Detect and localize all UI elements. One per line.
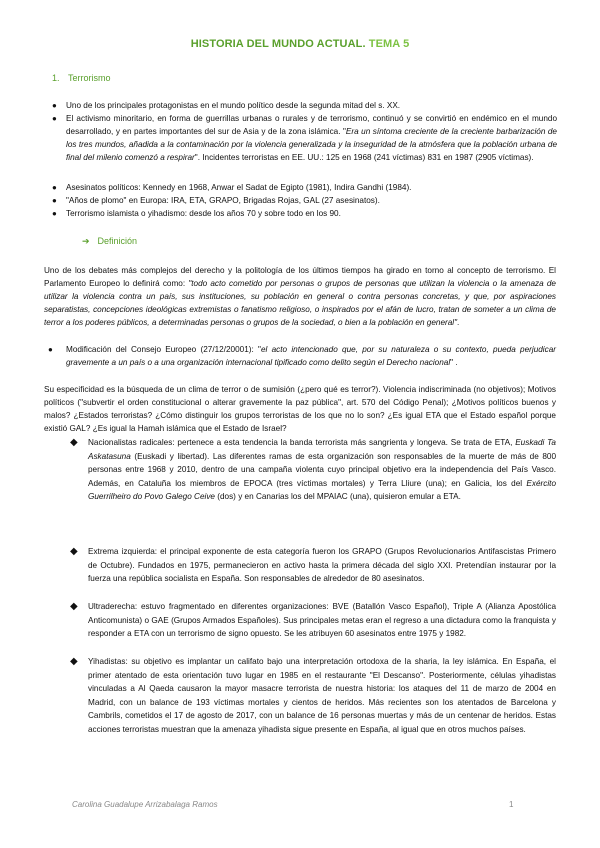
diamond-bullet-icon: ◆ xyxy=(70,601,78,612)
diamond-bullet-icon: ◆ xyxy=(70,546,78,557)
specificity-paragraph: Su especificidad es la búsqueda de un clima de terror o de sumisión (¿pero qué es terror?). Violencia indiscriminada (no objetivos); Motivos políticos ("subvertir el orden constitucional o alterar gravemente la paz pública", art. 570 del Código Penal); ¿Motivos políticos buenos y malos? ¿Estados terroristas? ¿Cómo distinguir los grupos terroristas de los que no lo son? ¿Es igual ETA que el Estado español porque existió GAL? ¿Es igual la Hamah islámica que el Estado de Israel? xyxy=(44,385,556,433)
bullet-text: El activismo minoritario, en forma de guerrillas urbanas o rurales y de terrorismo, continuó y se convirtió en endémico en el mundo desarrollado, y en partes importantes del sur de Asia y de la zona islámica. "Era un síntoma creciente de la creciente barbarización de los tres mundos, añadida a la contaminación por la violencia generalizada y la inseguridad de la atmósfera que la población urbana de final del milenio comenzó a respirar". Incidentes terroristas en EE. UU.: 125 en 1968 (241 víctimas) 831 en 1987 (2905 víctimas). xyxy=(66,114,557,162)
bullet-item xyxy=(52,112,557,164)
group-item xyxy=(70,436,556,504)
section-title: Terrorismo xyxy=(68,73,111,83)
section-heading-terrorismo xyxy=(52,73,111,83)
group-text: Extrema izquierda: el principal exponente de esta categoría fueron los GRAPO (Grupos Revolucionarios Antifascistas Primero de Octubre). Fundados en 1975, permanecieron en activo hasta la primera década del siglo XXI. Pretendían instaurar por la fuerza una república socialista en España. Son responsables de alrededor de 80 asesinatos. xyxy=(88,547,556,584)
bullet-item xyxy=(52,99,557,112)
group-text: Yihadistas: su objetivo es implantar un califato bajo una interpretación ortodoxa de la sharia, la ley islámica. En España, el primer atentado de esta orientación tuvo lugar en 1985 en el restaurante "El Descanso". Posteriormente, células yihadistas vinculadas a Al Qaeda causaron la mayor masacre terrorista de nuestra historia: los ataques del 11 de marzo de 2004 en Madrid, con un balance de 193 víctimas mortales y cientos de heridos. Más recientes son los atentados de Barcelona y Cambrils, cometidos el 17 de agosto de 2017, con un balance de 16 personas muertas y más de un centenar de heridos. Estas acciones terroristas muestran que la amenaza yihadista sigue presente en España, al igual que en otros muchos países. xyxy=(88,657,556,734)
definition-paragraph: Uno de los debates más complejos del derecho y la politología de los últimos tiempos ha girado en torno al concepto de terrorismo. El Parlamento Europeo lo definirá como: "todo acto cometido por personas o grupos de personas que utilizan la violencia o la amenaza de utilizar la violencia contra un país, sus instituciones, su población en general o contra personas concretas, y que, por aspiraciones separatistas, concepciones ideológicas extremistas o fanatismo religioso, o inspirados por el afán de lucro, tratan de someter a un clima de terror a los poderes públicos, a determinadas personas o grupos de la sociedad, o bien a la población en general". xyxy=(44,266,556,327)
group-item xyxy=(70,545,556,586)
page-title xyxy=(0,38,600,50)
bullet-dot-icon: ● xyxy=(52,183,57,192)
arrow-right-icon: ➔ xyxy=(82,236,90,246)
group-item xyxy=(70,655,556,737)
bullet-item xyxy=(44,343,556,369)
diamond-bullet-icon: ◆ xyxy=(70,656,78,667)
footer-author: Carolina Guadalupe Arrizabalaga Ramos xyxy=(72,800,218,809)
bullet-dot-icon: ● xyxy=(52,114,57,123)
bullet-dot-icon: ● xyxy=(52,101,57,110)
section-number: 1. xyxy=(52,73,60,83)
bullet-item xyxy=(52,207,557,220)
bullet-item xyxy=(52,181,557,194)
group-text: Nacionalistas radicales: pertenece a esta tendencia la banda terrorista más sangrienta y longeva. Se trata de ETA, Euskadi Ta Askatasuna (Euskadi y libertad). Las diferentes ramas de esta organización son responsables de la muerte de más de 800 personas entre 1968 y 2010, dentro de una campaña violenta cuyo principal objetivo era la independencia del País Vasco. Además, en Cataluña los miembros de EPOCA (tres víctimas mortales) y Terra Lliure (una); en Galicia, los del Exército Guerrilheiro do Povo Galego Ceive (dos) y en Canarias los del MPAIAC (una), quisieron emular a ETA. xyxy=(88,438,556,502)
bullet-text: Asesinatos políticos: Kennedy en 1968, Anwar el Sadat de Egipto (1981), Indira Gandhi (1984). xyxy=(66,183,412,192)
bullet-text: "Años de plomo" en Europa: IRA, ETA, GRAPO, Brigadas Rojas, GAL (27 asesinatos). xyxy=(66,196,380,205)
definicion-heading: ➔ Definición xyxy=(82,236,138,246)
bullet-dot-icon: ● xyxy=(52,209,57,218)
group-item xyxy=(70,600,556,641)
page-number: 1 xyxy=(509,800,514,809)
group-text: Ultraderecha: estuvo fragmentado en diferentes organizaciones: BVE (Batallón Vasco Español), Triple A (Alianza Apostólica Anticomunista) o GAE (Grupos Armados Españoles). Sus principales metas eran el regreso a una dictadura como la franquista y responder a ETA con un terrorismo de signo opuesto. Se les atribuyen 60 asesinatos entre 1975 y 1982. xyxy=(88,602,556,639)
bullet-item xyxy=(52,194,557,207)
bullet-text: Terrorismo islamista o yihadismo: desde los años 70 y sobre todo en los 90. xyxy=(66,209,341,218)
bullet-dot-icon: ● xyxy=(52,196,57,205)
bullet-text: Modificación del Consejo Europeo (27/12/20001): "el acto intencionado que, por su naturaleza o su contexto, pueda perjudicar gravemente a un país o a una organización internacional tipificado como delito según el Derecho nacional" . xyxy=(66,345,557,367)
bullet-text: Uno de los principales protagonistas en el mundo político desde la segunda mitad del s. XX. xyxy=(66,101,401,110)
diamond-bullet-icon: ◆ xyxy=(70,437,78,448)
bullet-dot-icon: ● xyxy=(48,345,53,354)
title-main: HISTORIA DEL MUNDO ACTUAL. xyxy=(190,38,366,50)
title-tema: TEMA 5 xyxy=(368,38,410,50)
